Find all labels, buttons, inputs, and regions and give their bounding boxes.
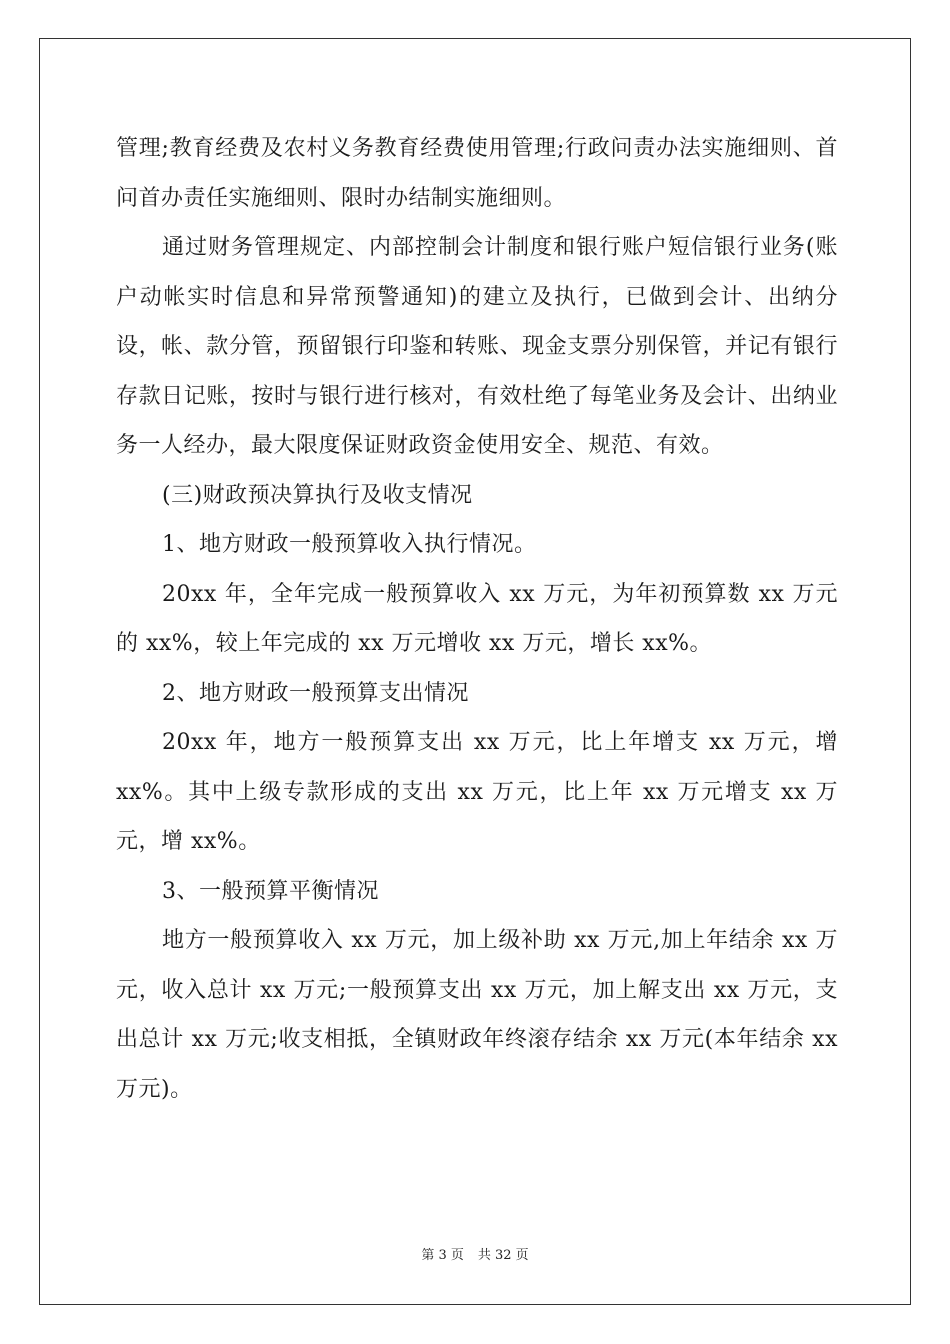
page-number: 第 3 页 — [421, 1248, 464, 1263]
page-footer — [0, 1244, 950, 1263]
paragraph-3: 20xx 年，全年完成一般预算收入 xx 万元，为年初预算数 xx 万元的 xx%，较上年完成的 xx 万元增收 xx 万元，增长 xx%。 — [116, 581, 838, 656]
subheading-2: 2、地方财政一般预算支出情况 — [162, 680, 469, 706]
section-heading: (三)财政预决算执行及收支情况 — [162, 482, 473, 508]
page-total: 共 32 页 — [477, 1248, 529, 1263]
subheading-3: 3、一般预算平衡情况 — [162, 878, 379, 904]
paragraph-5: 地方一般预算收入 xx 万元，加上级补助 xx 万元,加上年结余 xx 万元，收入总计 xx 万元;一般预算支出 xx 万元，加上解支出 xx 万元，支出总计 xx 万元;收支相抵，全镇财政年终滚存结余 xx 万元(本年结余 xx 万元)。 — [116, 928, 838, 1102]
paragraph-4: 20xx 年，地方一般预算支出 xx 万元，比上年增支 xx 万元，增 xx%。其中上级专款形成的支出 xx 万元，比上年 xx 万元增支 xx 万元，增 xx%。 — [116, 730, 838, 854]
document-body — [116, 124, 838, 1114]
subheading-1: 1、地方财政一般预算收入执行情况。 — [162, 532, 537, 557]
paragraph-1: 管理;教育经费及农村义务教育经费使用管理;行政问责办法实施细则、首问首办责任实施细则、限时办结制实施细则。 — [116, 136, 838, 211]
paragraph-2: 通过财务管理规定、内部控制会计制度和银行账户短信银行业务(账户动帐实时信息和异常预警通知)的建立及执行，已做到会计、出纳分设，帐、款分管，预留银行印鉴和转账、现金支票分别保管，并记有银行存款日记账，按时与银行进行核对，有效杜绝了每笔业务及会计、出纳业务一人经办，最大限度保证财政资金使用安全、规范、有效。 — [116, 235, 838, 458]
